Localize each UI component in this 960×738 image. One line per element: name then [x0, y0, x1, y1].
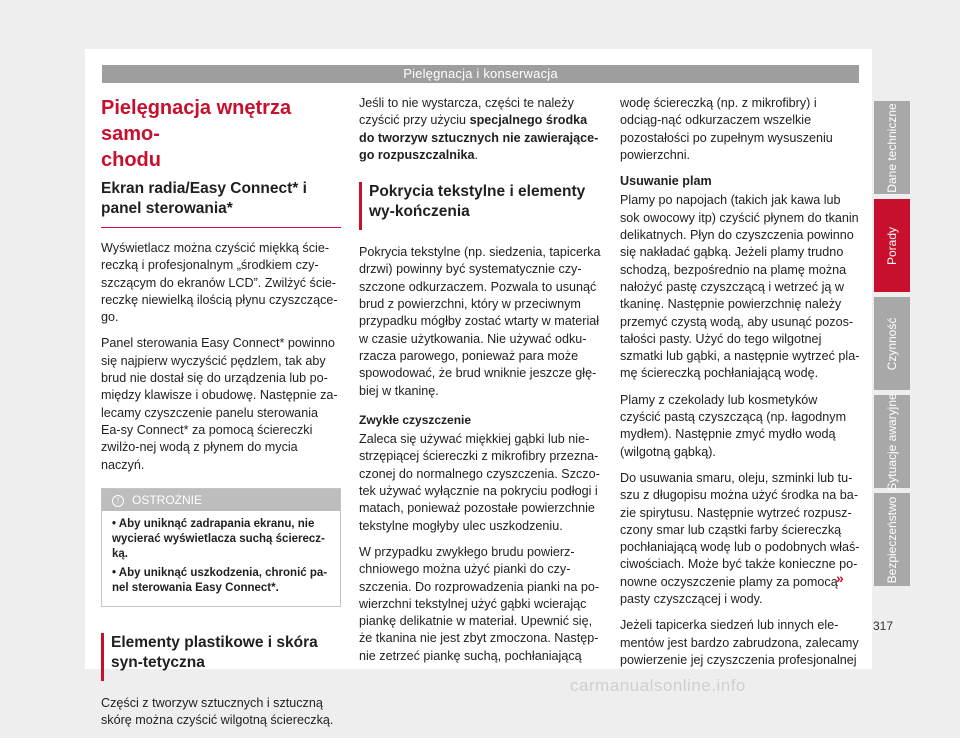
paragraph: Wyświetlacz można czyścić miękką ście-reczką i profesjonalnym „środkiem czy-szczącym do ekranów LCD”. Zwilżyć ście-reczkę niewielką ilością płynu czyszczące-go. [101, 241, 338, 325]
paragraph: Do usuwania smaru, oleju, szminki lub tu-szu z długopisu można użyć środka na ba-zie spirytusu. Następnie wytrzeć rozpusz-czony smar lub cząstki farby ściereczką pochłaniającą wodę lub o podobnych właś-ciwościach. Może być także konieczne po-nowne oczyszczenie plamy za pomocą pasty czyszczącej i wody. [620, 470, 860, 607]
paragraph: Pokrycia tekstylne (np. siedzenia, tapicerka drzwi) powinny być systematycznie czy-szczone odkurzaczem. Pozwala to usunąć brud z powierzchni, który w przeciwnym przypadku mógłby zostać wtarty w materiał w czasie użytkowania. Nie używać odku-rzacza parowego, ponieważ para może spowodować, że brud wniknie jeszcze głę-biej w tkaninę. [359, 245, 601, 398]
tab-bezpieczenstwo[interactable]: Bezpieczeństwo [874, 493, 910, 586]
watermark: carmanualsonline.info [570, 676, 746, 695]
paragraph: Jeśli to nie wystarcza, części te należy czyścić przy użyciu specjalnego środka do tworzyw sztucznych nie zawierające-go rozpuszczalnika. [359, 96, 599, 162]
running-header: Pielęgnacja i konserwacja [102, 65, 859, 83]
subheading: Usuwanie plam [620, 174, 712, 189]
section-title-plastics: Elementy plastikowe i skóra syn-tetyczna [101, 633, 341, 681]
paragraph: Panel sterowania Easy Connect* powinno się najpierw wyczyścić pędzlem, tak aby brud nie dostał się do urządzenia lub po-między klawisze i obudowę. Następnie za-lecamy czyszczenie panelu sterowania Ea-sy Connect* za pomocą ściereczki zwilżo-nej wodą z płynem do mycia naczyń. [101, 336, 338, 472]
paragraph: Plamy z czekolady lub kosmetyków czyścić pastą czyszczącą (np. łagodnym mydłem). Następnie zmyć mydło wodą (wilgotną gąbką). [620, 392, 847, 459]
continue-arrow-icon: » [836, 570, 844, 586]
paragraph: Plamy po napojach (takich jak kawa lub sok owocowy itp) czyścić płynem do tkanin delikatnych. Płyn do czyszczenia powinno się nakładać gąbką. Jeżeli plamy trudno schodzą, bezpośrednio na plamę można nałożyć pastę czyszczącą i wetrzeć ją w tkaninę. Następnie powierzchnię należy przemyć czystą wodą, aby usunąć pozos-tałości pasty. Użyć do tego wilgotnej szmatki lub gąbki, a następnie wytrzeć pla-mę ściereczką pochłaniającą wodę. [620, 193, 860, 381]
side-tabs [874, 101, 910, 591]
paragraph: Części z tworzyw sztucznych i sztuczną skórę można czyścić wilgotną ściereczką. [101, 695, 334, 728]
column-2 [359, 95, 601, 674]
subheading: Zwykłe czyszczenie [359, 412, 472, 427]
tab-dane-techniczne[interactable]: Dane techniczne [874, 101, 910, 194]
paragraph: wodę ściereczką (np. z mikrofibry) i odciąg-nąć odkurzaczem wszelkie pozostałości po zupełnym wysuszeniu powierzchni. [620, 96, 833, 162]
section-title-textiles: Pokrycia tekstylne i elementy wy-kończenia [359, 182, 601, 230]
warning-item: • Aby uniknąć zadrapania ekranu, nie wycierać wyświetlacza suchą ścierecz-ką. [112, 517, 325, 560]
column-1 [101, 95, 341, 738]
warning-item: • Aby uniknąć uszkodzenia, chronić pa-nel sterowania Easy Connect*. [112, 566, 328, 594]
info-icon: ! [112, 495, 124, 507]
tab-sytuacje-awaryjne[interactable]: Sytuacje awaryjne [874, 395, 910, 488]
page-number: 317 [873, 619, 894, 633]
warning-body [102, 511, 340, 606]
tab-czynnosc[interactable]: Czynność [874, 297, 910, 390]
column-3 [620, 95, 860, 678]
paragraph: Zaleca się używać miękkiej gąbki lub nie-strzępiącej ściereczki z mikrofibry przezna-czonej do normalnego czyszczenia. Szczo-tek używać wyłącznie na pokryciu podłogi i matach, ponieważ pozostałe powierzchnie tekstylne mogłyby ulec uszkodzeniu. [359, 432, 600, 533]
warning-header [102, 489, 340, 511]
tab-porady[interactable]: Porady [874, 199, 910, 292]
warning-box [101, 488, 341, 607]
section-title-screen: Ekran radia/Easy Connect* i panel sterowania* [101, 180, 307, 217]
paragraph: W przypadku zwykłego brudu powierz-chniowego można użyć pianki do czy-szczenia. Do rozprowadzenia pianki na po-wierzchni tekstylnej użyć gąbki wcierając piankę delikatnie w materiał. Upewnić się, że tkanina nie jest zbyt zmoczona. Następ-nie zetrzeć piankę suchą, pochłaniającą [359, 544, 600, 663]
chapter-title: Pielęgnacja wnętrza samo- chodu [101, 97, 292, 171]
section-divider [101, 227, 341, 228]
paragraph: Jeżeli tapicerka siedzeń lub innych ele-mentów jest bardzo zabrudzona, zalecamy powierzenie jej czyszczenia profesjonalnej [620, 618, 859, 667]
warning-title: OSTROŻNIE [132, 492, 203, 507]
